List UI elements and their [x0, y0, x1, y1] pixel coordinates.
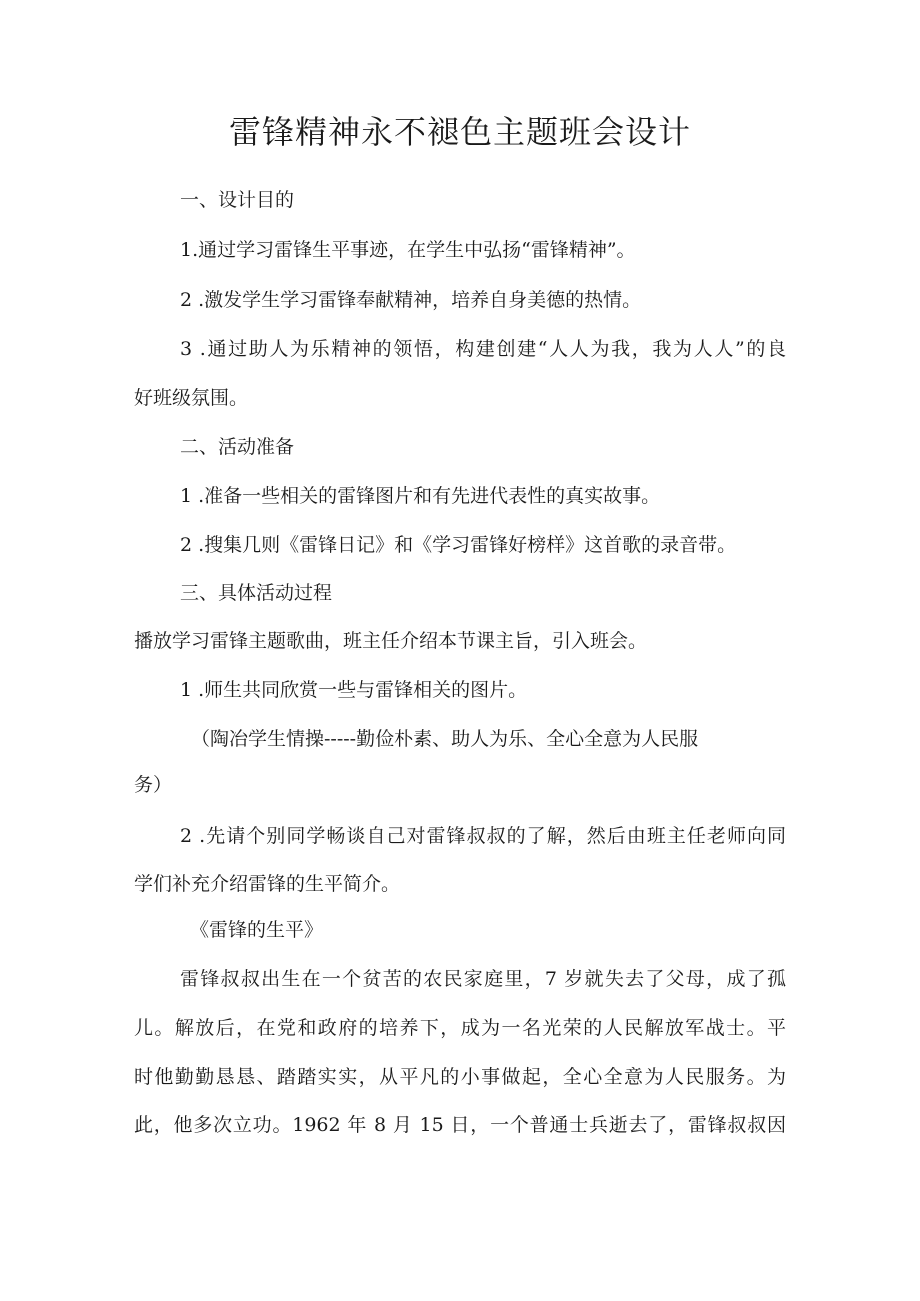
paragraph: 2 .激发学生学习雷锋奉献精神，培养自身美德的热情。	[180, 289, 642, 311]
paragraph-continuation: 时他勤勤恳恳、踏踏实实，从平凡的小事做起，全心全意为人民服务。为	[134, 1066, 786, 1088]
paragraph: 雷锋叔叔出生在一个贫苦的农民家庭里，7 岁就失去了父母，成了孤	[180, 968, 786, 990]
paragraph: （陶冶学生情操-----勤俭朴素、助人为乐、全心全意为人民服	[191, 728, 699, 750]
paragraph: 2 .搜集几则《雷锋日记》和《学习雷锋好榜样》这首歌的录音带。	[180, 534, 737, 556]
paragraph: 3 .通过助人为乐精神的领悟，构建创建“人人为我，我为人人”的良	[180, 338, 786, 360]
section-heading-preparation: 二、活动准备	[180, 436, 295, 458]
paragraph-continuation: 好班级氛围。	[134, 387, 249, 409]
paragraph: 1 .师生共同欣赏一些与雷锋相关的图片。	[180, 679, 528, 701]
section-heading-process: 三、具体活动过程	[180, 582, 333, 604]
paragraph: 播放学习雷锋主题歌曲，班主任介绍本节课主旨，引入班会。	[134, 630, 648, 652]
paragraph-continuation: 此，他多次立功。1962 年 8 月 15 日，一个普通士兵逝去了，雷锋叔叔因	[134, 1114, 786, 1136]
subheading-biography: 《雷锋的生平》	[190, 919, 324, 941]
paragraph: 2 .先请个别同学畅谈自己对雷锋叔叔的了解，然后由班主任老师向同	[180, 825, 786, 847]
paragraph-continuation: 务）	[134, 774, 173, 796]
document-title: 雷锋精神永不褪色主题班会设计	[228, 113, 691, 151]
paragraph: 1.通过学习雷锋生平事迹，在学生中弘扬“雷锋精神”。	[180, 239, 636, 261]
paragraph-continuation: 学们补充介绍雷锋的生平简介。	[134, 873, 401, 895]
paragraph: 1 .准备一些相关的雷锋图片和有先进代表性的真实故事。	[180, 485, 661, 507]
section-heading-purpose: 一、设计目的	[180, 189, 295, 211]
paragraph-continuation: 儿。解放后，在党和政府的培养下，成为一名光荣的人民解放军战士。平	[134, 1017, 786, 1039]
